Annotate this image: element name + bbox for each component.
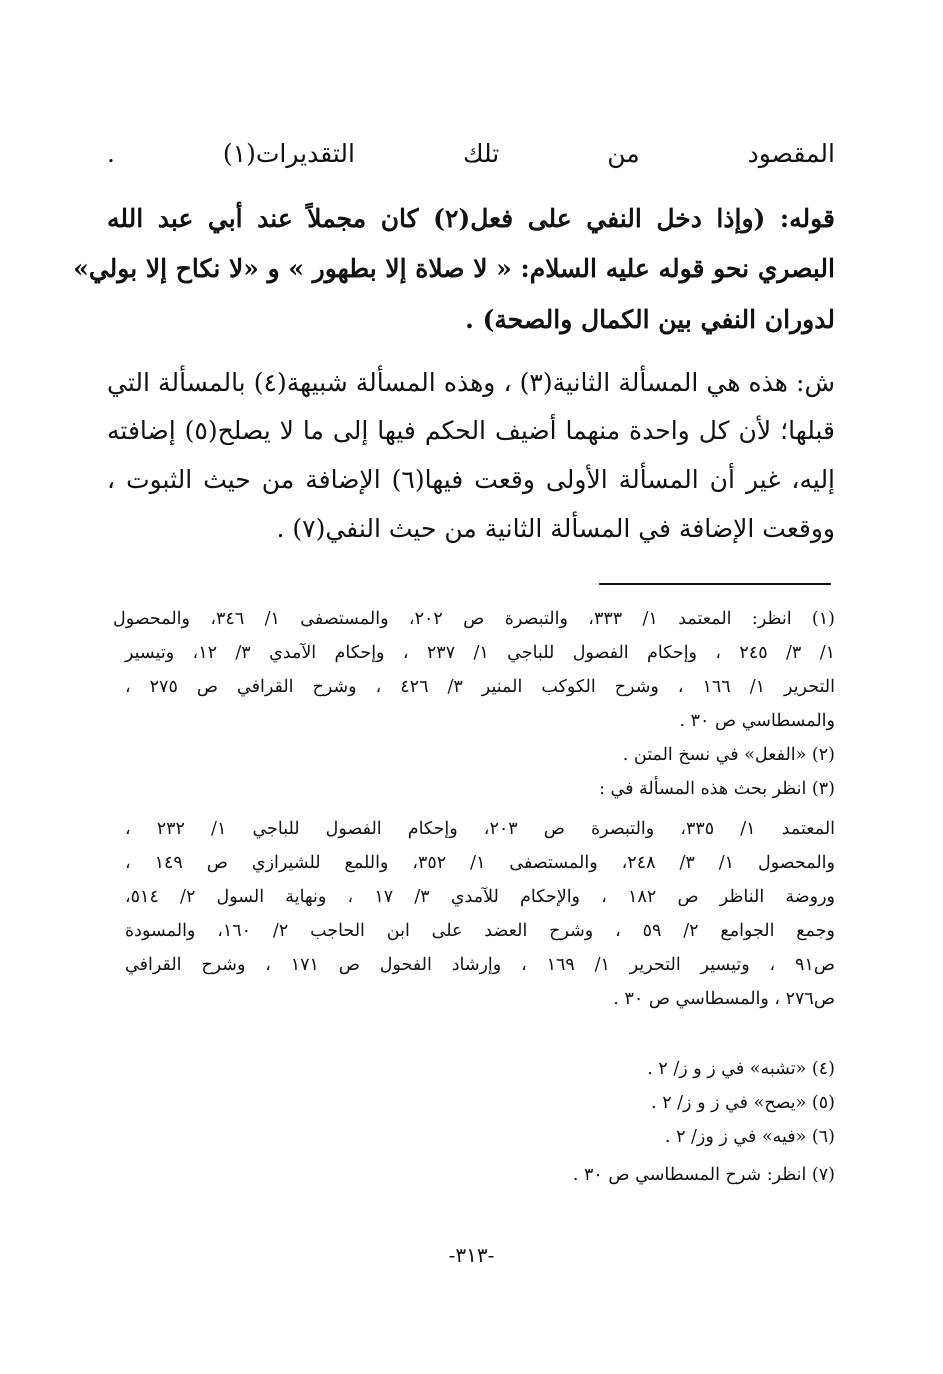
footnote-line: (٢) «الفعل» في نسخ المتن . (622, 745, 835, 765)
footnote-separator (599, 583, 831, 585)
main-text-line: قبلها؛ لأن كل واحدة منهما أضيف الحكم فيها إلى ما لا يصلح(٥) إضافته (107, 416, 835, 445)
main-text-line: لدوران النفي بين الكمال والصحة) . (465, 305, 835, 334)
main-text-line: ووقعت الإضافة في المسألة الثانية من حيث النفي(٧) . (276, 514, 835, 543)
footnote-line: وجمع الجوامع ٢/ ٥٩ ، وشرح العضد على ابن الحاجب ٢/ ١٦٠، والمسودة (125, 921, 835, 941)
footnote-line: (٤) «تشبه» في ز و ز/ ٢ . (647, 1059, 835, 1079)
main-text-line: البصري نحو قوله عليه السلام: « لا صلاة إلا بطهور » و «لا نكاح إلا بولي» (73, 254, 835, 283)
page-number: -٣١٣- (448, 1243, 495, 1267)
main-text-line: ش: هذه هي المسألة الثانية(٣) ، وهذه المسألة شبيهة(٤) بالمسألة التي (107, 368, 835, 397)
footnote-line: (٧) انظر: شرح المسطاسي ص ٣٠ . (572, 1165, 835, 1185)
footnote-line: وروضة الناظر ص ١٨٢ ، والإحكام للآمدي ٣/ ١٧ ، ونهاية السول ٢/ ٥١٤، (125, 887, 835, 907)
main-text-line: المقصود من تلك التقديرات(١) . (107, 139, 835, 168)
footnote-line: المعتمد ١/ ٣٣٥، والتبصرة ص ٢٠٣، وإحكام الفصول للباجي ١/ ٢٣٢ ، (125, 819, 836, 839)
footnote-line: (٥) «يصح» في ز و ز/ ٢ . (651, 1093, 835, 1113)
main-text-line: إليه، غير أن المسألة الأولى وقعت فيها(٦) الإضافة من حيث الثبوت ، (107, 465, 836, 494)
footnote-line: والمسطاسي ص ٣٠ . (679, 711, 835, 731)
footnote-line: (١) انظر: المعتمد ١/ ٣٣٣، والتبصرة ص ٢٠٢، والمستصفى ١/ ٣٤٦، والمحصول (113, 609, 835, 629)
footnote-line: ص٢٧٦ ، والمسطاسي ص ٣٠ . (613, 989, 835, 1009)
main-text-line: قوله: (وإذا دخل النفي على فعل(٢) كان مجملاً عند أبي عبد الله (107, 204, 835, 233)
footnote-line: والمحصول ١/ ٣/ ٢٤٨، والمستصفى ١/ ٣٥٢، واللمع للشيرازي ص ١٤٩ ، (125, 853, 835, 873)
footnote-line: التحرير ١/ ١٦٦ ، وشرح الكوكب المنير ٣/ ٤٢٦ ، وشرح القرافي ص ٢٧٥ ، (125, 677, 835, 697)
footnote-line: (٦) «فيه» في ز وز/ ٢ . (664, 1127, 835, 1147)
footnote-line: (٣) انظر بحث هذه المسألة في : (599, 779, 835, 799)
footnote-line: ١/ ٣/ ٢٤٥ ، وإحكام الفصول للباجي ١/ ٢٣٧ ، وإحكام الآمدي ٣/ ١٢، وتيسير (125, 643, 835, 663)
footnote-line: ص٩١ ، وتيسير التحرير ١/ ١٦٩ ، وإرشاد الفحول ص ١٧١ ، وشرح القرافي (125, 955, 835, 975)
